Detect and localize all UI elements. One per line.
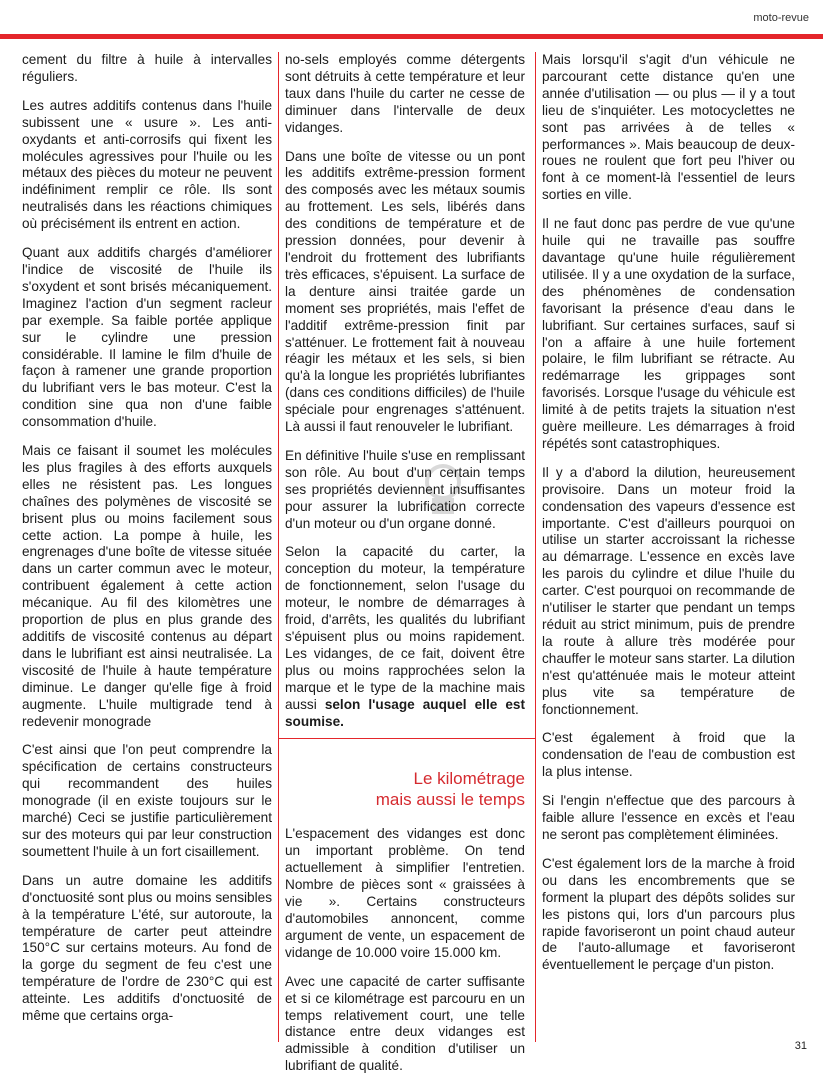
column-3 — [542, 52, 795, 986]
paragraph: cement du filtre à huile à intervalles réguliers. — [22, 52, 272, 84]
subheading-line-1: Le kilométrage — [413, 769, 525, 789]
paragraph: Dans un autre domaine les additifs d'onctuosité sont plus ou moins sensibles à la température L'été, sur autoroute, la température de carter peut atteindre 150°C sur certains moteurs. Au fond de la gorge du segment de feu c'est une température de l'ordre de 230°C qui est atteinte. Les additifs d'onctuosité de même que certains orga- — [22, 872, 272, 1024]
bold-text: selon l'usage auquel elle est soumise. — [285, 696, 526, 729]
column-2 — [285, 52, 525, 1087]
paragraph: C'est ainsi que l'on peut comprendre la spécification de certains constructeurs qui recommandent des huiles monograde (il en existe toujours sur le marché) Ceci se justifie particulièrement sur des moteurs qui par leur construction soumettent l'huile à un fort cisaillement. — [22, 742, 272, 859]
paragraph: Avec une capacité de carter suffisante et si ce kilométrage est parcouru en un temps relativement court, une telle distance entre deux vidanges est admissible à condition d'utiliser un lubrifiant de qualité. — [285, 973, 525, 1074]
section-subheading — [285, 768, 525, 810]
column-divider-left — [278, 52, 279, 1042]
paragraph — [285, 544, 525, 730]
paragraph: Mais ce faisant il soumet les molécules les plus fragiles à des efforts auxquels elles ne résistent pas. Les longues chaînes des polymènes de viscosité se brisent plus ou moins facilement sous cette action. La pompe à huile, les engrenages d'une boîte de vitesse située dans un carter commun avec le moteur, contribuent également à cette action mécanique. Au fil des kilomètres une proportion de plus en plus grande des additifs de viscosité contenus au départ dans le lubrifiant est ainsi neutralisée. La viscosité de l'huile à haute température diminue. Le danger qu'elle fige à froid augmente. L'huile multigrade tend à redevenir monograde — [22, 443, 272, 729]
paragraph: Si l'engin n'effectue que des parcours à faible allure l'essence en excès et l'eau ne seront pas complètement éliminées. — [542, 793, 795, 842]
paragraph: no-sels employés comme détergents sont détruits à cette température et leur taux dans l'huile du carter ne cesse de diminuer dans l'intervalle de deux vidanges. — [285, 52, 525, 135]
magazine-name: moto-revue — [753, 12, 809, 24]
paragraph: L'espacement des vidanges est donc un important problème. On tend actuellement à simplifier l'entretien. Nombre de pièces sont « graissées à vie ». Certains constructeurs d'automobiles annoncent, comme argument de vente, un espacement de vidange de 10.000 voire 15.000 km. — [285, 826, 525, 960]
page-header — [0, 0, 823, 42]
paragraph: Mais lorsqu'il s'agit d'un véhicule ne parcourant cette distance qu'en une année d'utilisation — ou plus — il y a tout lieu de s'inquiéter. Les motocyclettes ne sont pas arrivées à de telles « performances ». Mais beaucoup de deux-roues ne roulent que fort peu l'hiver ou font à ce moment-là l'essentiel de leurs sorties en ville. — [542, 52, 795, 203]
column-divider-right — [535, 52, 536, 1042]
paragraph: Il y a d'abord la dilution, heureusement provisoire. Dans un moteur froid la condensation des vapeurs d'essence est importante. C'est d'ailleurs pourquoi on utilise un starter accroissant la richesse au démarrage. L'essence en excès lave les parois du cylindre et dilue l'huile du carter. C'est pourquoi on recommande de n'utiliser le starter que pendant un temps réduit au strict minimum, puis de prendre la route à allure très modérée pour chauffer le moteur sans starter. La dilution n'est qu'atténuée mais le moteur atteint plus vite sa température de fonctionnement. — [542, 464, 795, 717]
paragraph: Dans une boîte de vitesse ou un pont les additifs extrême-pression forment des composés avec les métaux soumis au frottement. Les sels, libérés dans des conditions de température et de pression données, pour devenir à l'endroit du frottement des lubrifiants très efficaces, s'épuisent. La surface de la denture ainsi traitée garde un moment ses propriétés, mais l'effet de l'additif extrême-pression finit par s'atténuer. Le frottement fait à nouveau réagir les métaux et les sels, si bien qu'à la longue les propriétés lubrifiantes (dans ces conditions difficiles) de l'huile spéciale pour engrenages s'atténuent. Là aussi il faut renouveler le lubrifiant. — [285, 148, 525, 435]
paragraph: Il ne faut donc pas perdre de vue qu'une huile qui ne travaille pas souffre davantage qu'une huile régulièrement utilisée. Il y a une oxydation de la surface, des phénomènes de condensation favorisant la présence d'eau dans le lubrifiant. Sur certaines surfaces, sauf si l'on a affaire à une huile fortement polaire, le film lubrifiant se rétracte. Au redémarrage les grippages sont favorisés. Lorsque l'usage du véhicule est limité à de petits trajets la situation n'est guère meilleure. Les démarrages à froid répétés sont catastrophiques. — [542, 216, 795, 451]
paragraph: En définitive l'huile s'use en remplissant son rôle. Au bout d'un certain temps ses propriétés deviennent insuffisantes pour assurer la lubrification correcte d'un moteur ou d'un organe donné. — [285, 447, 525, 531]
paragraph-text: Selon la capacité du carter, la conception du moteur, la température de fonctionnement, selon l'usage du moteur, le nombre de démarrages à froid, d'arrêts, les qualités du lubrifiant s'épuisent plus ou moins rapidement. Les vidanges, de ce fait, doivent être plus ou moins rapprochées selon la marque et le type de la machine mais aussi — [285, 544, 525, 712]
subheading-line-2: mais aussi le temps — [375, 790, 525, 810]
column-1 — [22, 52, 272, 1037]
paragraph: C'est également lors de la marche à froid ou dans les encombrements que se forment la plupart des dépôts solides sur les pistons qui, lors d'un parcours plus rapide favoriseront un point chaud auteur de l'auto-allumage et favoriseront éventuellement le perçage d'un piston. — [542, 855, 795, 973]
paragraph: Quant aux additifs chargés d'améliorer l'indice de viscosité de l'huile ils s'oxydent et sont brisés mécaniquement. Imaginez l'action d'un segment racleur par exemple. Sa faible portée applique sur le cylindre une pression considérable. Il lamine le film d'huile de façon à ramener une grande proportion du lubrifiant vers le bas moteur. C'est la condition sine qua non d'une faible consommation d'huile. — [22, 245, 272, 430]
watermark-icon — [408, 460, 478, 520]
paragraph: Les autres additifs contenus dans l'huile subissent une « usure ». Les anti-oxydants et anti-corrosifs qui fixent les molécules agressives pour l'huile ou les métaux des pièces du moteur ne peuvent indéfiniment remplir ce rôle. Ils sont neutralisés dans les réactions chimiques où précisément ils entrent en action. — [22, 97, 272, 232]
header-red-rule — [0, 34, 823, 39]
paragraph: C'est également à froid que la condensation de l'eau de combustion est la plus intense. — [542, 730, 795, 780]
page-number: 31 — [794, 1040, 807, 1052]
